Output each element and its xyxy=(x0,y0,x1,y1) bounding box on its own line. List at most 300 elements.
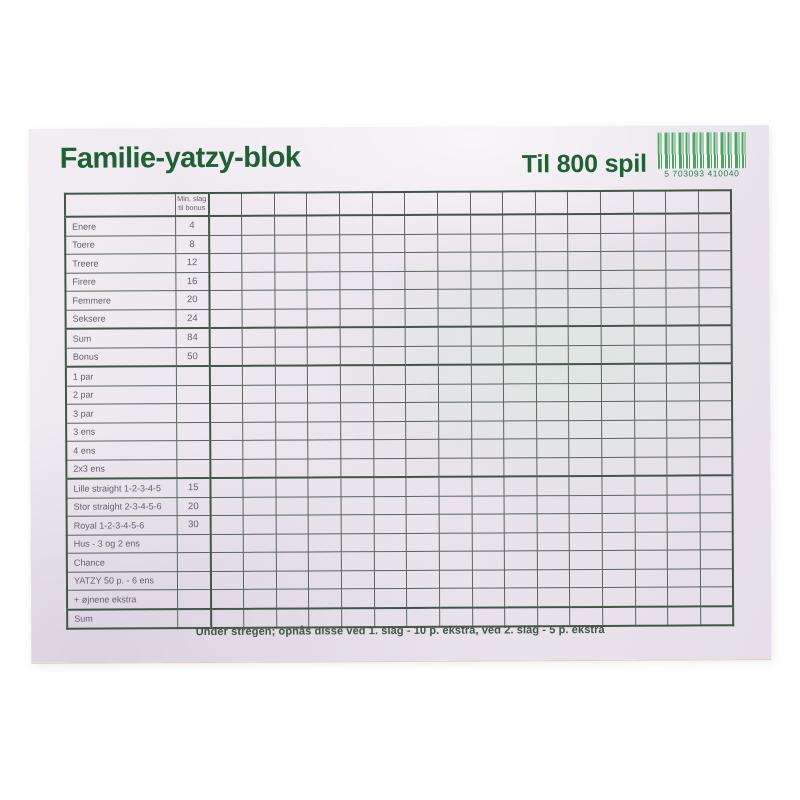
score-cell xyxy=(601,345,634,364)
score-header-cell xyxy=(698,190,731,213)
score-cell xyxy=(699,382,732,401)
score-cell xyxy=(210,422,243,441)
score-cell xyxy=(374,514,407,533)
score-cell xyxy=(471,383,504,402)
score-cell xyxy=(243,552,276,571)
row-min-value xyxy=(176,422,210,441)
score-cell xyxy=(341,570,374,589)
score-cell xyxy=(601,288,634,307)
score-cell xyxy=(242,347,275,366)
score-cell xyxy=(406,496,439,515)
score-cell xyxy=(438,252,471,271)
score-cell xyxy=(372,215,405,234)
score-cell xyxy=(698,213,731,232)
score-cell xyxy=(243,515,276,534)
score-cell xyxy=(569,457,602,476)
row-label: 1 par xyxy=(66,366,176,386)
score-cell xyxy=(406,458,439,477)
pad-subtitle: Til 800 spil xyxy=(521,149,647,179)
score-cell xyxy=(634,288,667,307)
score-cell xyxy=(439,533,472,552)
score-cell xyxy=(308,496,341,515)
score-cell xyxy=(700,568,733,587)
score-cell xyxy=(635,495,668,514)
score-cell xyxy=(634,401,667,420)
score-cell xyxy=(503,252,536,271)
score-cell xyxy=(374,477,407,496)
score-cell xyxy=(635,587,668,606)
score-cell xyxy=(406,402,439,421)
table-head xyxy=(65,190,731,216)
row-label: 2x3 ens xyxy=(66,459,176,479)
score-cell xyxy=(634,457,667,476)
score-cell xyxy=(667,531,700,550)
score-cell xyxy=(210,459,243,478)
score-cell xyxy=(209,216,242,235)
score-cell xyxy=(601,270,634,289)
score-cell xyxy=(601,364,634,383)
score-cell xyxy=(537,457,570,476)
score-cell xyxy=(274,215,307,234)
score-cell xyxy=(341,552,374,571)
score-cell xyxy=(569,495,602,514)
score-cell xyxy=(438,402,471,421)
score-cell xyxy=(275,346,308,365)
score-cell xyxy=(275,365,308,384)
score-cell xyxy=(438,327,471,346)
score-cell xyxy=(633,251,666,270)
score-cell xyxy=(570,587,603,606)
score-cell xyxy=(668,568,701,587)
score-cell xyxy=(438,289,471,308)
min-header: Min. slag til bonus xyxy=(175,193,209,216)
row-label: 3 ens xyxy=(66,422,176,441)
score-cell xyxy=(537,514,570,533)
score-cell xyxy=(504,439,537,458)
score-cell xyxy=(535,233,568,252)
score-cell xyxy=(307,308,340,327)
score-cell xyxy=(242,235,275,254)
score-header-cell xyxy=(470,191,503,214)
row-min-value: 24 xyxy=(176,309,210,328)
score-cell xyxy=(405,346,438,365)
score-cell xyxy=(439,421,472,440)
pad-title: Familie-yatzy-blok xyxy=(59,141,301,175)
score-cell xyxy=(634,326,667,345)
score-cell xyxy=(537,569,570,588)
header-row xyxy=(65,190,731,216)
score-cell xyxy=(438,365,471,384)
score-cell xyxy=(243,422,276,441)
score-cell xyxy=(307,271,340,290)
score-cell xyxy=(340,215,373,234)
score-cell xyxy=(472,495,505,514)
row-min-value xyxy=(176,459,210,478)
score-cell xyxy=(471,345,504,364)
score-cell xyxy=(471,420,504,439)
score-cell xyxy=(700,494,733,513)
score-cell xyxy=(503,270,536,289)
score-cell xyxy=(570,550,603,569)
score-cell xyxy=(211,552,244,571)
score-cell xyxy=(503,233,536,252)
score-cell xyxy=(373,327,406,346)
row-min-value xyxy=(177,534,211,553)
score-cell xyxy=(307,215,340,234)
score-cell xyxy=(503,364,536,383)
score-cell xyxy=(374,496,407,515)
score-cell xyxy=(472,569,505,588)
score-cell xyxy=(601,326,634,345)
yatzy-score-pad xyxy=(29,125,772,663)
score-cell xyxy=(439,588,472,607)
score-cell xyxy=(699,251,732,270)
score-cell xyxy=(667,456,700,475)
score-cell xyxy=(342,589,375,608)
score-header-cell xyxy=(600,191,633,214)
score-cell xyxy=(536,383,569,402)
score-cell xyxy=(601,251,634,270)
score-cell xyxy=(341,403,374,422)
score-header-cell xyxy=(568,191,601,214)
score-cell xyxy=(602,401,635,420)
score-cell xyxy=(309,589,342,608)
score-cell xyxy=(243,403,276,422)
score-cell xyxy=(699,401,732,420)
row-label: Firere xyxy=(65,272,175,291)
score-cell xyxy=(340,384,373,403)
score-cell xyxy=(209,290,242,309)
score-cell xyxy=(602,438,635,457)
score-cell xyxy=(504,476,537,495)
score-cell xyxy=(341,440,374,459)
score-cell xyxy=(634,420,667,439)
score-cell xyxy=(668,550,701,569)
score-cell xyxy=(274,234,307,253)
score-cell xyxy=(634,307,667,326)
score-cell xyxy=(406,384,439,403)
score-cell xyxy=(633,214,666,233)
score-cell xyxy=(602,457,635,476)
score-cell xyxy=(373,308,406,327)
row-min-value: 84 xyxy=(176,328,210,347)
score-cell xyxy=(308,421,341,440)
score-cell xyxy=(275,403,308,422)
score-cell xyxy=(307,234,340,253)
row-min-value: 50 xyxy=(176,347,210,366)
score-cell xyxy=(439,439,472,458)
score-cell xyxy=(210,328,243,347)
score-cell xyxy=(309,515,342,534)
score-cell xyxy=(373,439,406,458)
score-cell xyxy=(341,515,374,534)
score-cell xyxy=(276,515,309,534)
row-min-value xyxy=(176,440,210,459)
barcode-digits: 5 703093 410040 xyxy=(664,168,740,179)
score-cell xyxy=(505,569,538,588)
score-cell xyxy=(471,476,504,495)
score-cell xyxy=(308,458,341,477)
score-cell xyxy=(243,459,276,478)
score-cell xyxy=(405,271,438,290)
score-cell xyxy=(438,308,471,327)
score-cell xyxy=(276,533,309,552)
score-cell xyxy=(568,288,601,307)
score-cell xyxy=(439,458,472,477)
row-label: Seksere xyxy=(66,309,176,329)
score-cell xyxy=(472,551,505,570)
score-cell xyxy=(634,383,667,402)
score-cell xyxy=(341,458,374,477)
score-cell xyxy=(275,421,308,440)
score-cell xyxy=(211,571,244,590)
score-cell xyxy=(504,551,537,570)
barcode-bars-icon xyxy=(658,132,746,168)
score-cell xyxy=(209,272,242,291)
score-cell xyxy=(308,346,341,365)
header-label-cell xyxy=(65,193,175,217)
score-cell xyxy=(569,345,602,364)
score-cell xyxy=(309,552,342,571)
score-header-cell xyxy=(633,191,666,214)
score-cell xyxy=(244,571,277,590)
score-cell xyxy=(503,214,536,233)
score-cell xyxy=(309,570,342,589)
score-cell xyxy=(471,364,504,383)
score-cell xyxy=(340,308,373,327)
score-cell xyxy=(504,457,537,476)
score-cell xyxy=(635,550,668,569)
score-header-cell xyxy=(535,191,568,214)
score-cell xyxy=(699,306,732,325)
score-header-cell xyxy=(339,192,372,215)
score-cell xyxy=(536,439,569,458)
score-cell xyxy=(568,307,601,326)
row-min-value: 20 xyxy=(175,290,209,309)
row-min-value xyxy=(177,552,211,571)
score-cell xyxy=(405,234,438,253)
score-header-cell xyxy=(405,192,438,215)
score-cell xyxy=(341,421,374,440)
score-header-cell xyxy=(503,191,536,214)
score-cell xyxy=(242,366,275,385)
score-cell xyxy=(209,235,242,254)
score-cell xyxy=(700,550,733,569)
score-cell xyxy=(340,365,373,384)
score-cell xyxy=(700,587,733,606)
score-cell xyxy=(504,420,537,439)
score-cell xyxy=(471,402,504,421)
score-header-cell xyxy=(242,193,275,216)
score-cell xyxy=(406,421,439,440)
score-cell xyxy=(210,309,243,328)
score-cell xyxy=(308,440,341,459)
row-min-value: 8 xyxy=(175,235,209,254)
score-cell xyxy=(699,325,732,344)
score-cell xyxy=(667,363,700,382)
score-cell xyxy=(699,363,732,382)
row-min-value: 16 xyxy=(175,272,209,291)
score-cell xyxy=(407,588,440,607)
score-cell xyxy=(666,306,699,325)
score-cell xyxy=(209,253,242,272)
score-cell xyxy=(470,233,503,252)
score-cell xyxy=(242,216,275,235)
score-cell xyxy=(437,215,470,234)
score-cell xyxy=(504,514,537,533)
score-cell xyxy=(276,458,309,477)
score-cell xyxy=(439,514,472,533)
score-cell xyxy=(438,384,471,403)
score-cell xyxy=(372,252,405,271)
row-label: YATZY 50 p. - 6 ens xyxy=(67,571,177,590)
score-cell xyxy=(601,233,634,252)
score-cell xyxy=(276,477,309,496)
score-cell xyxy=(700,531,733,550)
score-header-cell xyxy=(274,192,307,215)
row-label: Bonus xyxy=(66,347,176,367)
score-cell xyxy=(503,289,536,308)
row-label: Royal 1-2-3-4-5-6 xyxy=(67,516,177,535)
score-cell xyxy=(405,215,438,234)
row-min-value xyxy=(177,571,211,590)
score-cell xyxy=(439,551,472,570)
score-cell xyxy=(700,456,733,475)
score-cell xyxy=(373,346,406,365)
score-cell xyxy=(537,476,570,495)
score-cell xyxy=(210,403,243,422)
score-cell xyxy=(667,438,700,457)
score-cell xyxy=(308,327,341,346)
score-cell xyxy=(471,307,504,326)
score-cell xyxy=(275,290,308,309)
score-cell xyxy=(308,384,341,403)
score-cell xyxy=(372,271,405,290)
score-cell xyxy=(537,588,570,607)
score-cell xyxy=(340,253,373,272)
score-cell xyxy=(210,478,243,497)
score-cell xyxy=(309,533,342,552)
score-cell xyxy=(568,251,601,270)
score-cell xyxy=(666,213,699,232)
score-cell xyxy=(438,346,471,365)
score-cell xyxy=(406,439,439,458)
score-cell xyxy=(602,476,635,495)
score-cell xyxy=(568,233,601,252)
score-cell xyxy=(635,532,668,551)
score-cell xyxy=(602,420,635,439)
row-min-value: 4 xyxy=(175,216,209,235)
score-cell xyxy=(536,289,569,308)
score-cell xyxy=(340,271,373,290)
score-cell xyxy=(406,514,439,533)
score-cell xyxy=(569,438,602,457)
score-cell xyxy=(243,478,276,497)
row-label: 3 par xyxy=(66,404,176,423)
score-cell xyxy=(242,328,275,347)
score-cell xyxy=(276,496,309,515)
score-cell xyxy=(536,326,569,345)
score-cell xyxy=(341,496,374,515)
score-cell xyxy=(602,495,635,514)
score-cell xyxy=(504,532,537,551)
score-cell xyxy=(535,214,568,233)
score-cell xyxy=(568,214,601,233)
score-cell xyxy=(307,290,340,309)
score-cell xyxy=(470,289,503,308)
score-cell xyxy=(406,365,439,384)
score-cell xyxy=(503,326,536,345)
score-table xyxy=(64,189,734,629)
score-cell xyxy=(505,588,538,607)
score-cell xyxy=(407,551,440,570)
table-body xyxy=(65,213,733,628)
score-cell xyxy=(700,419,733,438)
score-cell xyxy=(569,383,602,402)
score-cell xyxy=(243,534,276,553)
score-cell xyxy=(667,494,700,513)
score-cell xyxy=(275,271,308,290)
score-cell xyxy=(373,458,406,477)
score-cell xyxy=(340,327,373,346)
score-cell xyxy=(635,476,668,495)
score-cell xyxy=(472,532,505,551)
score-cell xyxy=(666,269,699,288)
score-cell xyxy=(341,477,374,496)
row-label: + øjnene ekstra xyxy=(67,590,177,610)
score-cell xyxy=(405,308,438,327)
score-cell xyxy=(374,551,407,570)
score-cell xyxy=(569,326,602,345)
score-cell xyxy=(536,270,569,289)
score-cell xyxy=(276,552,309,571)
score-cell xyxy=(438,271,471,290)
score-cell xyxy=(243,385,276,404)
score-cell xyxy=(373,384,406,403)
row-label: Enere xyxy=(65,216,175,236)
score-cell xyxy=(374,570,407,589)
row-label: 2 par xyxy=(66,385,176,404)
score-cell xyxy=(667,513,700,532)
score-cell xyxy=(405,252,438,271)
score-header-cell xyxy=(307,192,340,215)
footer-note: Under stregen; opnås disse ved 1. slag - 10 p. ekstra, ved 2. slag - 5 p. ekstra xyxy=(195,623,605,639)
score-cell xyxy=(536,345,569,364)
score-cell xyxy=(210,366,243,385)
row-min-value xyxy=(177,589,211,608)
score-cell xyxy=(634,364,667,383)
score-cell xyxy=(667,419,700,438)
score-cell xyxy=(601,383,634,402)
score-cell xyxy=(341,533,374,552)
score-cell xyxy=(275,308,308,327)
row-label: Femmere xyxy=(65,291,175,310)
score-cell xyxy=(211,534,244,553)
score-cell xyxy=(308,365,341,384)
score-cell xyxy=(405,327,438,346)
score-cell xyxy=(340,234,373,253)
score-header-cell xyxy=(666,190,699,213)
score-cell xyxy=(407,570,440,589)
score-cell xyxy=(373,289,406,308)
score-cell xyxy=(439,570,472,589)
row-label: Toere xyxy=(65,235,175,254)
row-label: Sum xyxy=(66,328,176,348)
row-label: 4 ens xyxy=(66,441,176,460)
score-cell xyxy=(244,589,277,608)
score-cell xyxy=(210,440,243,459)
score-cell xyxy=(340,346,373,365)
